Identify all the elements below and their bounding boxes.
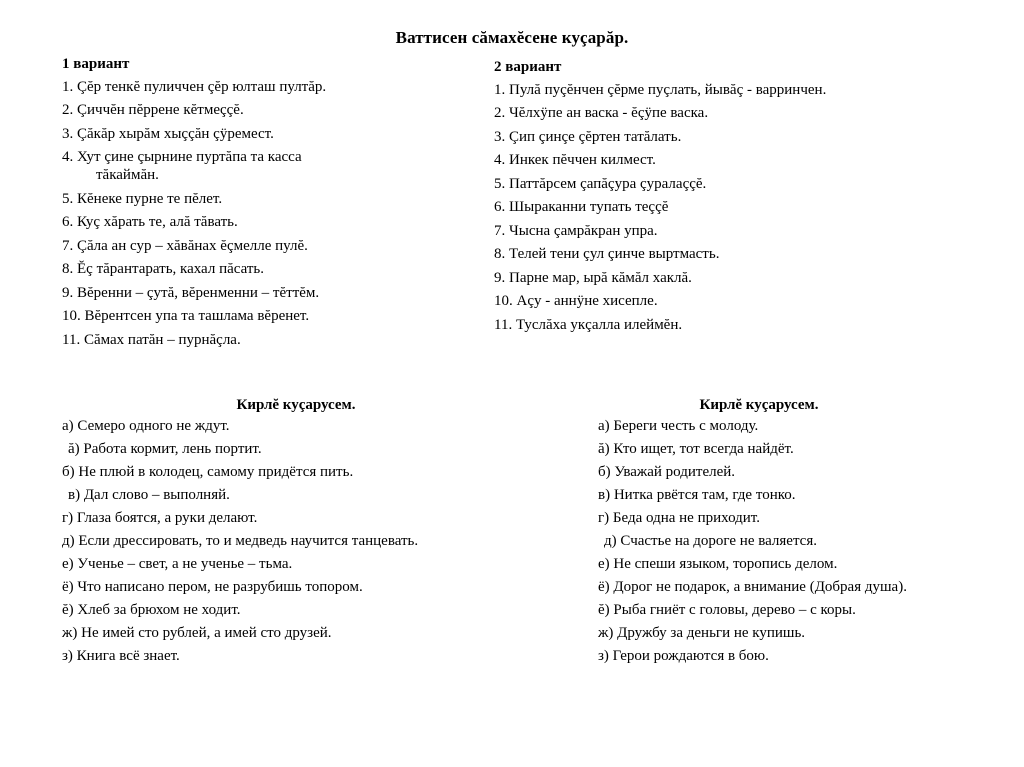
list-item-text: Что написано пером, не разрубишь топором. [73,579,363,595]
list-item-marker: ă) [68,441,80,457]
list-item [62,309,462,324]
list-item [62,262,462,277]
list-item-marker: ж) [62,625,78,641]
list-item [62,465,482,480]
translations-left-list [62,419,482,664]
list-item [62,419,482,434]
list-item-text: Инкек пĕччен килмест. [505,152,656,169]
list-item [62,603,482,618]
list-item-text: Если дрессировать, то и медведь научится танцевать. [74,533,419,549]
list-item-marker: ё) [62,579,74,595]
list-item [62,580,482,595]
list-item [494,130,944,145]
variant-1-column [62,55,462,356]
list-item-marker: е) [598,556,610,572]
list-item [598,511,950,526]
list-item-marker: в) [68,487,81,503]
list-item-number: 1. [62,78,74,95]
list-item-text: Сăмах патăн – пурнăçла. [80,331,241,348]
list-item [494,224,944,239]
list-item [62,511,482,526]
list-item-text: Ĕç тăрантарать, кахал пăсать. [73,261,265,278]
list-item [62,649,482,664]
list-item-number: 2. [62,102,74,119]
list-item-text: Береги честь с молоду. [609,418,759,434]
list-item [598,534,950,549]
list-item-text: Шыраканни тупать теççĕ [505,199,669,216]
list-item-marker: ĕ) [598,602,610,618]
variant-1-heading: 1 вариант [62,56,130,72]
list-item-marker: ă) [598,441,610,457]
list-item-text: Счастье на дороге не валяется. [616,533,817,549]
list-item [598,580,950,595]
list-item-number: 4. [494,152,506,169]
list-item-text: Не имей сто рублей, а имей сто друзей. [77,625,332,641]
list-item-text: Дал слово – выполняй. [80,487,230,503]
list-item-number: 7. [62,237,74,254]
list-item-number: 5. [494,175,506,192]
page-title: Ваттисен сăмахĕсене куçарăр. [395,28,629,47]
list-item-marker: д) [604,533,617,549]
list-item [494,83,944,98]
list-item-marker: а) [62,418,74,434]
list-item-text: Нитка рвётся там, где тонко. [610,487,796,503]
list-item-text: Чĕлхÿпе ан васка - ĕçÿпе васка. [505,105,709,122]
list-item-text: Çĕр тенкĕ пуличчен çĕр юлташ пултăр. [73,78,327,95]
translations-right-column [490,396,950,672]
list-item [598,442,950,457]
list-item-number: 8. [494,246,506,263]
list-item-text: Книга всё знает. [72,648,180,664]
list-item-marker: а) [598,418,610,434]
list-item-text: Не плюй в колодец, самому придётся пить. [74,464,354,480]
list-item-text: Семеро одного не ждут. [73,418,230,434]
list-item-text-continuation: тăкаймăн. [96,167,159,184]
list-item-number: 9. [494,269,506,286]
list-item-text: Пулă пуçĕнчен çĕрме пуçлать, йывăç - варринчен. [505,81,827,98]
list-item [598,557,950,572]
list-item [494,153,944,168]
list-item-marker: г) [62,510,74,526]
variant-2-heading: 2 вариант [494,59,562,75]
list-item [494,200,944,215]
list-item-text: Паттăрсем çапăçура çуралаççĕ. [505,175,707,192]
list-item-number: 10. [494,293,513,310]
list-item-marker: е) [62,556,74,572]
list-item [494,294,944,309]
list-item-number: 8. [62,261,74,278]
list-item-text: Ученье – свет, а не ученье – тьма. [73,556,293,572]
list-item-text: Çăла ан сур – хăвăнах ĕçмелле пулĕ. [73,237,308,254]
list-item [494,271,944,286]
list-item [598,465,950,480]
variant-2-column [494,58,944,341]
list-item-marker: з) [598,648,609,664]
list-item-number: 3. [494,128,506,145]
list-item [62,192,462,207]
list-item [62,103,462,118]
list-item-number: 3. [62,125,74,142]
list-item-marker: з) [62,648,73,664]
list-item-text: Дружбу за деньги не купишь. [613,625,806,641]
list-item-text: Хут çине çырнине пуртăпа та касса [73,149,302,166]
translations-right-heading: Кирлĕ куçарусем. [699,397,819,413]
list-item [494,247,944,262]
list-item-marker: б) [62,464,75,480]
list-item-text: Çип çинçе çĕртен татăлать. [505,128,682,145]
list-item [494,177,944,192]
list-item-text: Куç хăрать те, алă тăвать. [73,214,238,231]
list-item [62,286,462,301]
translations-right-list [490,419,950,664]
list-item [598,603,950,618]
list-item [598,419,950,434]
list-item-number: 4. [62,149,74,166]
list-item [598,488,950,503]
list-item-text: Не спеши языком, торопись делом. [609,556,838,572]
list-item-text: Беда одна не приходит. [609,510,760,526]
list-item [598,649,950,664]
list-item [62,150,462,183]
list-item-number: 2. [494,105,506,122]
list-item-number: 6. [494,199,506,216]
list-item-text: Работа кормит, лень портит. [79,441,262,457]
list-item-text: Глаза боятся, а руки делают. [73,510,258,526]
list-item [62,626,482,641]
translations-left-heading: Кирлĕ куçарусем. [236,397,356,413]
list-item-number: 9. [62,284,74,301]
list-item-marker: ё) [598,579,610,595]
list-item-text: Герои рождаются в бою. [608,648,769,664]
list-item [494,318,944,333]
list-item-text: Дорог не подарок, а внимание (Добрая душа). [609,579,907,595]
list-item-text: Хлеб за брюхом не ходит. [73,602,241,618]
list-item-text: Çиччĕн пĕррене кĕтмеççĕ. [73,102,244,119]
list-item [62,80,462,95]
list-item-number: 11. [62,331,81,348]
list-item-text: Вĕрентсен упа та ташлама вĕренет. [80,308,310,325]
list-item-marker: б) [598,464,611,480]
list-item-text: Çăкăр хырăм хыççăн çÿремест. [73,125,274,142]
list-item [62,333,462,348]
list-item-text: Уважай родителей. [610,464,736,480]
list-item [62,239,462,254]
list-item-text: Чысна çамрăкран упра. [505,222,658,239]
list-item-text: Парне мар, ырă кăмăл хаклă. [505,269,692,286]
list-item-text: Вĕренни – çутă, вĕренменни – тĕттĕм. [73,284,320,301]
variant-1-list [62,80,462,348]
list-item-number: 7. [494,222,506,239]
list-item-text: Туслăха укçалла илеймĕн. [512,316,683,333]
list-item [598,626,950,641]
variant-2-list [494,83,944,333]
list-item [494,106,944,121]
list-item-marker: г) [598,510,610,526]
list-item-number: 6. [62,214,74,231]
list-item-marker: д) [62,533,75,549]
list-item [62,488,482,503]
list-item-number: 1. [494,81,506,98]
list-item [62,127,462,142]
list-item-text: Кĕнеке пурне те пĕлет. [73,190,223,207]
list-item [62,557,482,572]
list-item [62,215,462,230]
list-item-number: 11. [494,316,513,333]
list-item [62,442,482,457]
list-item-text: Телей тени çул çинче выртмасть. [505,246,720,263]
list-item [62,534,482,549]
translations-left-column [62,396,482,672]
list-item-marker: в) [598,487,611,503]
list-item-text: Кто ищет, тот всегда найдёт. [609,441,794,457]
list-item-number: 10. [62,308,81,325]
list-item-number: 5. [62,190,74,207]
list-item-marker: ĕ) [62,602,74,618]
list-item-text: Аçу - аннÿне хисепле. [512,293,658,310]
list-item-text: Рыба гниёт с головы, дерево – с коры. [609,602,856,618]
list-item-marker: ж) [598,625,614,641]
